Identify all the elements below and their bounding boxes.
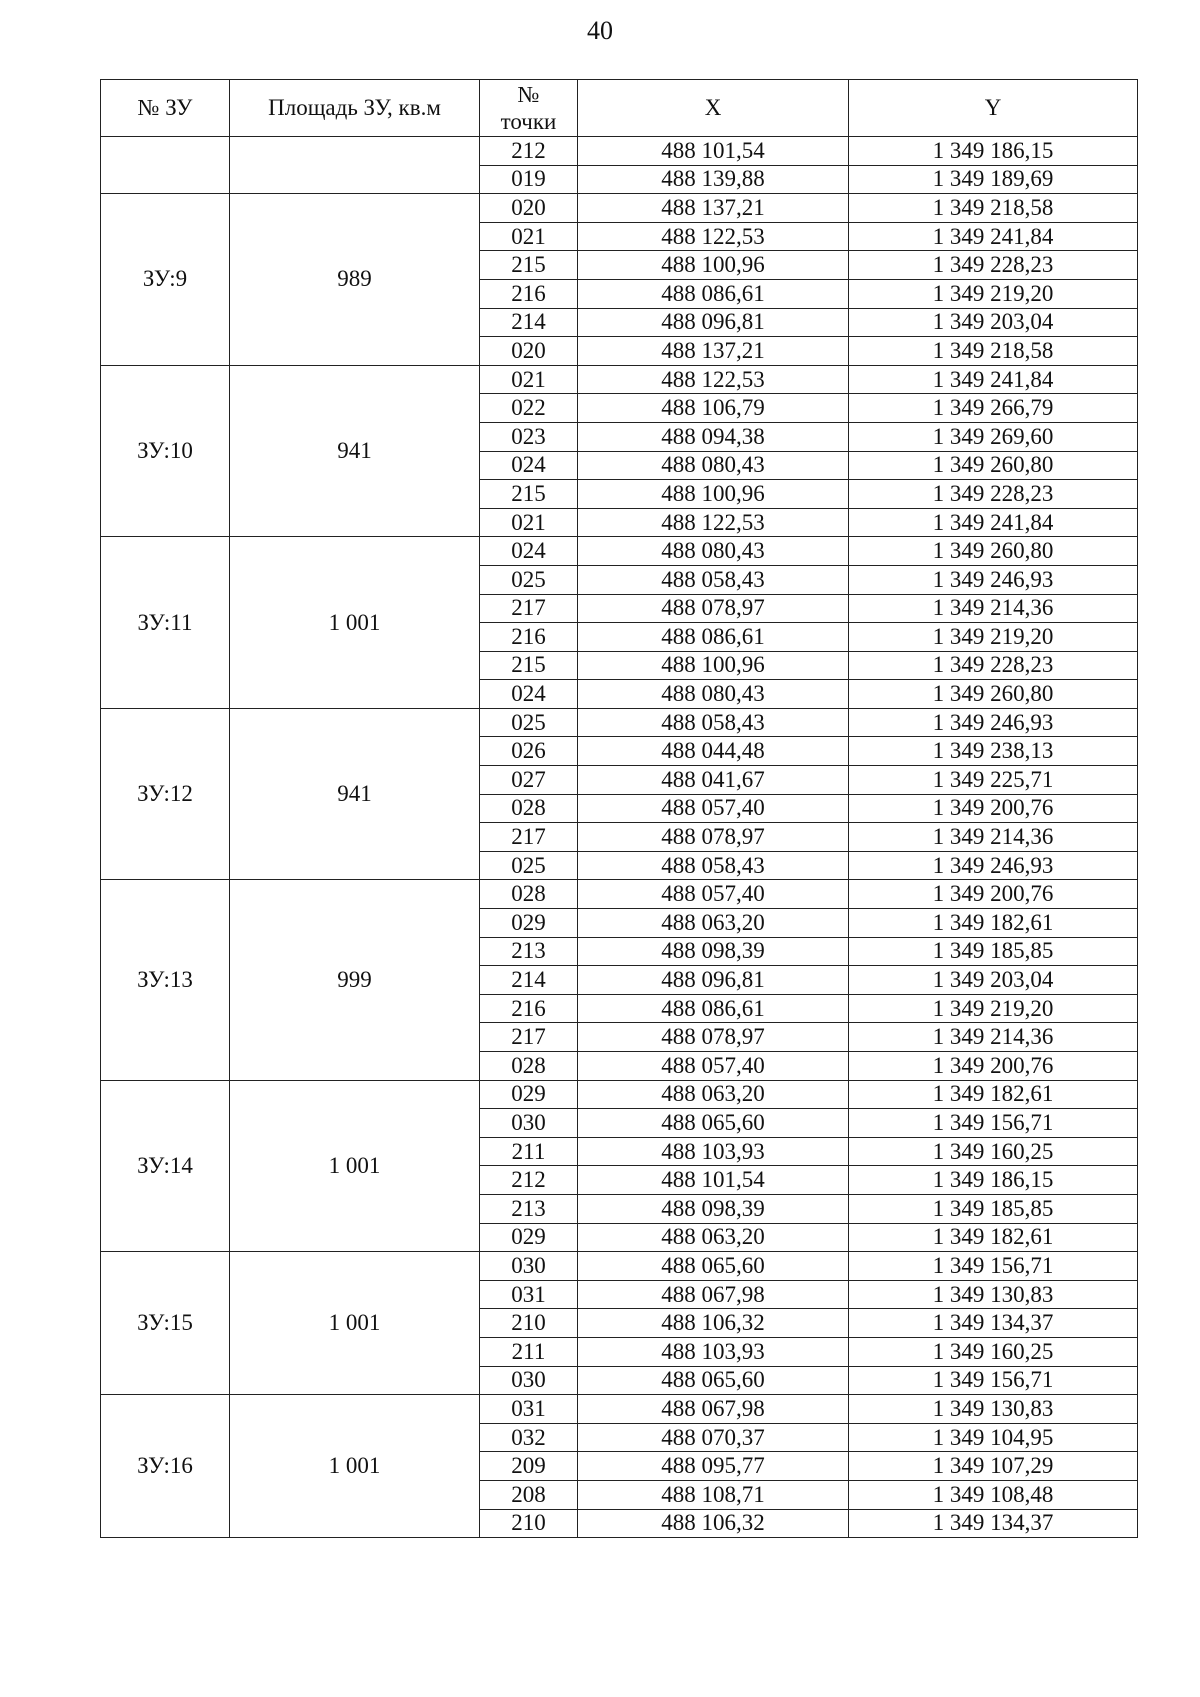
y-coordinate-cell: 1 349 200,76 — [849, 794, 1138, 823]
point-number-cell: 214 — [480, 308, 578, 337]
x-coordinate-cell: 488 078,97 — [578, 823, 849, 852]
point-number-cell: 022 — [480, 394, 578, 423]
y-coordinate-cell: 1 349 156,71 — [849, 1252, 1138, 1281]
point-number-cell: 212 — [480, 137, 578, 166]
header-area: Площадь ЗУ, кв.м — [230, 80, 480, 137]
zu-number-cell: ЗУ:15 — [101, 1252, 230, 1395]
x-coordinate-cell: 488 080,43 — [578, 537, 849, 566]
area-cell: 989 — [230, 194, 480, 366]
x-coordinate-cell: 488 096,81 — [578, 966, 849, 995]
table-row — [101, 137, 1138, 166]
point-number-cell: 213 — [480, 1194, 578, 1223]
x-coordinate-cell: 488 067,98 — [578, 1395, 849, 1424]
point-number-cell: 217 — [480, 823, 578, 852]
point-number-cell: 021 — [480, 508, 578, 537]
point-number-cell: 019 — [480, 165, 578, 194]
y-coordinate-cell: 1 349 156,71 — [849, 1109, 1138, 1138]
x-coordinate-cell: 488 101,54 — [578, 137, 849, 166]
x-coordinate-cell: 488 101,54 — [578, 1166, 849, 1195]
x-coordinate-cell: 488 098,39 — [578, 1194, 849, 1223]
x-coordinate-cell: 488 103,93 — [578, 1337, 849, 1366]
y-coordinate-cell: 1 349 225,71 — [849, 766, 1138, 795]
y-coordinate-cell: 1 349 203,04 — [849, 308, 1138, 337]
y-coordinate-cell: 1 349 219,20 — [849, 623, 1138, 652]
x-coordinate-cell: 488 057,40 — [578, 1052, 849, 1081]
x-coordinate-cell: 488 058,43 — [578, 708, 849, 737]
zu-number-cell: ЗУ:16 — [101, 1395, 230, 1538]
y-coordinate-cell: 1 349 219,20 — [849, 994, 1138, 1023]
point-number-cell: 210 — [480, 1509, 578, 1538]
x-coordinate-cell: 488 122,53 — [578, 508, 849, 537]
point-number-cell: 025 — [480, 708, 578, 737]
table-row — [101, 365, 1138, 394]
point-number-cell: 217 — [480, 1023, 578, 1052]
y-coordinate-cell: 1 349 160,25 — [849, 1337, 1138, 1366]
table-row — [101, 1252, 1138, 1281]
point-number-cell: 028 — [480, 1052, 578, 1081]
x-coordinate-cell: 488 065,60 — [578, 1366, 849, 1395]
y-coordinate-cell: 1 349 203,04 — [849, 966, 1138, 995]
x-coordinate-cell: 488 044,48 — [578, 737, 849, 766]
x-coordinate-cell: 488 103,93 — [578, 1137, 849, 1166]
point-number-cell: 023 — [480, 422, 578, 451]
x-coordinate-cell: 488 057,40 — [578, 880, 849, 909]
y-coordinate-cell: 1 349 228,23 — [849, 251, 1138, 280]
point-number-cell: 216 — [480, 279, 578, 308]
y-coordinate-cell: 1 349 189,69 — [849, 165, 1138, 194]
point-number-cell: 029 — [480, 1080, 578, 1109]
table-row — [101, 1395, 1138, 1424]
point-number-cell: 215 — [480, 651, 578, 680]
y-coordinate-cell: 1 349 134,37 — [849, 1309, 1138, 1338]
x-coordinate-cell: 488 106,32 — [578, 1309, 849, 1338]
y-coordinate-cell: 1 349 186,15 — [849, 1166, 1138, 1195]
area-cell: 1 001 — [230, 1252, 480, 1395]
point-number-cell: 020 — [480, 194, 578, 223]
x-coordinate-cell: 488 063,20 — [578, 1223, 849, 1252]
table-body — [101, 137, 1138, 1538]
y-coordinate-cell: 1 349 185,85 — [849, 1194, 1138, 1223]
y-coordinate-cell: 1 349 266,79 — [849, 394, 1138, 423]
y-coordinate-cell: 1 349 228,23 — [849, 651, 1138, 680]
x-coordinate-cell: 488 095,77 — [578, 1452, 849, 1481]
area-cell: 1 001 — [230, 1395, 480, 1538]
table-row — [101, 194, 1138, 223]
header-y: Y — [849, 80, 1138, 137]
y-coordinate-cell: 1 349 200,76 — [849, 880, 1138, 909]
zu-number-cell — [101, 137, 230, 194]
point-number-cell: 216 — [480, 994, 578, 1023]
x-coordinate-cell: 488 078,97 — [578, 594, 849, 623]
table-row — [101, 880, 1138, 909]
point-number-cell: 030 — [480, 1109, 578, 1138]
point-number-cell: 024 — [480, 680, 578, 709]
y-coordinate-cell: 1 349 104,95 — [849, 1423, 1138, 1452]
y-coordinate-cell: 1 349 200,76 — [849, 1052, 1138, 1081]
y-coordinate-cell: 1 349 260,80 — [849, 451, 1138, 480]
point-number-cell: 025 — [480, 851, 578, 880]
y-coordinate-cell: 1 349 107,29 — [849, 1452, 1138, 1481]
point-number-cell: 216 — [480, 623, 578, 652]
y-coordinate-cell: 1 349 246,93 — [849, 565, 1138, 594]
point-number-cell: 025 — [480, 565, 578, 594]
area-cell: 941 — [230, 708, 480, 880]
x-coordinate-cell: 488 106,79 — [578, 394, 849, 423]
x-coordinate-cell: 488 108,71 — [578, 1480, 849, 1509]
point-number-cell: 215 — [480, 251, 578, 280]
table-row — [101, 1080, 1138, 1109]
y-coordinate-cell: 1 349 214,36 — [849, 823, 1138, 852]
y-coordinate-cell: 1 349 214,36 — [849, 1023, 1138, 1052]
x-coordinate-cell: 488 078,97 — [578, 1023, 849, 1052]
x-coordinate-cell: 488 058,43 — [578, 851, 849, 880]
y-coordinate-cell: 1 349 182,61 — [849, 1223, 1138, 1252]
table-row — [101, 537, 1138, 566]
header-zu-number: № ЗУ — [101, 80, 230, 137]
zu-number-cell: ЗУ:10 — [101, 365, 230, 537]
coordinates-table — [100, 79, 1138, 1538]
x-coordinate-cell: 488 100,96 — [578, 480, 849, 509]
y-coordinate-cell: 1 349 134,37 — [849, 1509, 1138, 1538]
table-row — [101, 708, 1138, 737]
point-number-cell: 217 — [480, 594, 578, 623]
point-number-cell: 032 — [480, 1423, 578, 1452]
area-cell: 999 — [230, 880, 480, 1080]
y-coordinate-cell: 1 349 241,84 — [849, 222, 1138, 251]
x-coordinate-cell: 488 067,98 — [578, 1280, 849, 1309]
x-coordinate-cell: 488 100,96 — [578, 651, 849, 680]
point-number-cell: 215 — [480, 480, 578, 509]
header-point-number — [480, 80, 578, 137]
zu-number-cell: ЗУ:13 — [101, 880, 230, 1080]
y-coordinate-cell: 1 349 186,15 — [849, 137, 1138, 166]
point-number-cell: 029 — [480, 909, 578, 938]
point-number-cell: 213 — [480, 937, 578, 966]
area-cell: 941 — [230, 365, 480, 537]
point-number-cell: 021 — [480, 365, 578, 394]
x-coordinate-cell: 488 137,21 — [578, 194, 849, 223]
y-coordinate-cell: 1 349 260,80 — [849, 537, 1138, 566]
y-coordinate-cell: 1 349 260,80 — [849, 680, 1138, 709]
y-coordinate-cell: 1 349 160,25 — [849, 1137, 1138, 1166]
x-coordinate-cell: 488 094,38 — [578, 422, 849, 451]
y-coordinate-cell: 1 349 185,85 — [849, 937, 1138, 966]
y-coordinate-cell: 1 349 218,58 — [849, 194, 1138, 223]
x-coordinate-cell: 488 070,37 — [578, 1423, 849, 1452]
point-number-cell: 026 — [480, 737, 578, 766]
x-coordinate-cell: 488 096,81 — [578, 308, 849, 337]
y-coordinate-cell: 1 349 228,23 — [849, 480, 1138, 509]
y-coordinate-cell: 1 349 219,20 — [849, 279, 1138, 308]
y-coordinate-cell: 1 349 182,61 — [849, 909, 1138, 938]
point-number-cell: 028 — [480, 794, 578, 823]
x-coordinate-cell: 488 065,60 — [578, 1252, 849, 1281]
x-coordinate-cell: 488 122,53 — [578, 222, 849, 251]
y-coordinate-cell: 1 349 246,93 — [849, 851, 1138, 880]
x-coordinate-cell: 488 063,20 — [578, 1080, 849, 1109]
point-number-cell: 208 — [480, 1480, 578, 1509]
y-coordinate-cell: 1 349 238,13 — [849, 737, 1138, 766]
area-cell: 1 001 — [230, 1080, 480, 1252]
y-coordinate-cell: 1 349 156,71 — [849, 1366, 1138, 1395]
point-number-cell: 209 — [480, 1452, 578, 1481]
point-number-cell: 211 — [480, 1137, 578, 1166]
point-number-cell: 030 — [480, 1252, 578, 1281]
x-coordinate-cell: 488 122,53 — [578, 365, 849, 394]
y-coordinate-cell: 1 349 130,83 — [849, 1280, 1138, 1309]
point-number-cell: 024 — [480, 451, 578, 480]
x-coordinate-cell: 488 086,61 — [578, 279, 849, 308]
point-number-cell: 031 — [480, 1280, 578, 1309]
area-cell: 1 001 — [230, 537, 480, 709]
point-number-cell: 020 — [480, 337, 578, 366]
point-number-cell: 210 — [480, 1309, 578, 1338]
point-number-cell: 211 — [480, 1337, 578, 1366]
header-point-number-line1: № — [517, 82, 540, 107]
header-x: X — [578, 80, 849, 137]
y-coordinate-cell: 1 349 182,61 — [849, 1080, 1138, 1109]
zu-number-cell: ЗУ:11 — [101, 537, 230, 709]
point-number-cell: 021 — [480, 222, 578, 251]
point-number-cell: 030 — [480, 1366, 578, 1395]
y-coordinate-cell: 1 349 246,93 — [849, 708, 1138, 737]
x-coordinate-cell: 488 041,67 — [578, 766, 849, 795]
x-coordinate-cell: 488 080,43 — [578, 680, 849, 709]
x-coordinate-cell: 488 080,43 — [578, 451, 849, 480]
point-number-cell: 031 — [480, 1395, 578, 1424]
y-coordinate-cell: 1 349 108,48 — [849, 1480, 1138, 1509]
point-number-cell: 027 — [480, 766, 578, 795]
y-coordinate-cell: 1 349 241,84 — [849, 365, 1138, 394]
zu-number-cell: ЗУ:14 — [101, 1080, 230, 1252]
zu-number-cell: ЗУ:9 — [101, 194, 230, 366]
x-coordinate-cell: 488 098,39 — [578, 937, 849, 966]
x-coordinate-cell: 488 057,40 — [578, 794, 849, 823]
x-coordinate-cell: 488 063,20 — [578, 909, 849, 938]
header-point-number-line2: точки — [500, 109, 557, 134]
y-coordinate-cell: 1 349 269,60 — [849, 422, 1138, 451]
y-coordinate-cell: 1 349 214,36 — [849, 594, 1138, 623]
zu-number-cell: ЗУ:12 — [101, 708, 230, 880]
x-coordinate-cell: 488 065,60 — [578, 1109, 849, 1138]
table-header — [101, 80, 1138, 137]
y-coordinate-cell: 1 349 130,83 — [849, 1395, 1138, 1424]
point-number-cell: 214 — [480, 966, 578, 995]
page-number: 40 — [587, 16, 613, 45]
x-coordinate-cell: 488 086,61 — [578, 623, 849, 652]
point-number-cell: 212 — [480, 1166, 578, 1195]
point-number-cell: 024 — [480, 537, 578, 566]
x-coordinate-cell: 488 106,32 — [578, 1509, 849, 1538]
x-coordinate-cell: 488 086,61 — [578, 994, 849, 1023]
point-number-cell: 029 — [480, 1223, 578, 1252]
area-cell — [230, 137, 480, 194]
y-coordinate-cell: 1 349 218,58 — [849, 337, 1138, 366]
x-coordinate-cell: 488 058,43 — [578, 565, 849, 594]
x-coordinate-cell: 488 139,88 — [578, 165, 849, 194]
x-coordinate-cell: 488 100,96 — [578, 251, 849, 280]
header-row — [101, 80, 1138, 137]
x-coordinate-cell: 488 137,21 — [578, 337, 849, 366]
y-coordinate-cell: 1 349 241,84 — [849, 508, 1138, 537]
point-number-cell: 028 — [480, 880, 578, 909]
